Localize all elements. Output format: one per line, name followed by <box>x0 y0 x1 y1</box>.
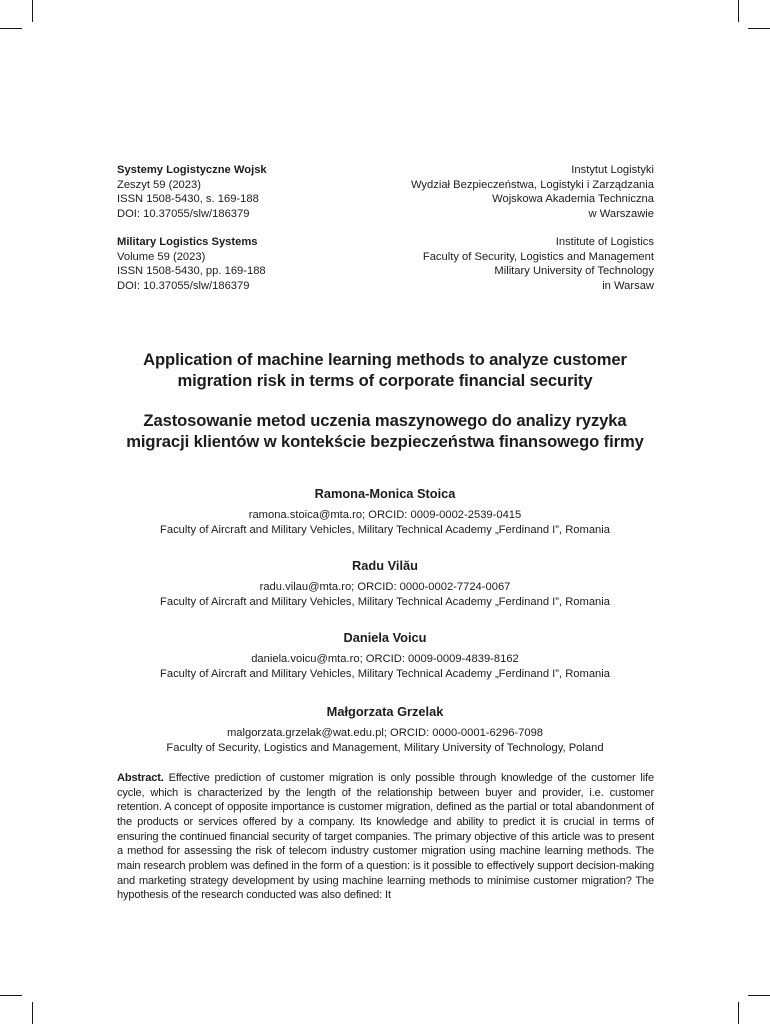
author-name: Ramona-Monica Stoica <box>314 486 456 501</box>
institution-en-line: Institute of Logistics <box>555 236 654 248</box>
abstract-text: Effective prediction of customer migration is only possible through knowledge of the customer life cycle, which is characterized by the length of the relationship between buyer and provider, i.e. customer retention. A concept of opposite importance is customer migration, defined as the partial or total abandonment of the products or services offered by a company. Its knowledge and ability to predict it is crucial in terms of ensuring the continued financial security of target companies. The primary objective of this article was to present a method for assessing the risk of telecom industry customer migration using machine learning methods. The main research problem was defined in the form of a question: is it possible to effectively support decision-making and marketing strategy development by using machine learning methods to minimise customer migration? The hypothesis of the research conducted was also defined: It <box>117 772 655 902</box>
journal-issn-pl: ISSN 1508-5430, s. 169-188 <box>117 193 259 206</box>
author-block <box>100 558 670 610</box>
title-pl-line: Zastosowanie metod uczenia maszynowego do analizy ryzyka <box>143 411 627 430</box>
journal-issue-pl: Zeszyt 59 (2023) <box>117 178 201 191</box>
journal-issue-en: Volume 59 (2023) <box>117 250 206 263</box>
author-block <box>100 486 670 538</box>
title-pl <box>100 410 670 452</box>
author-contact: ramona.stoica@mta.ro; ORCID: 0009-0002-2539-0415 <box>248 509 522 521</box>
author-name: Daniela Voicu <box>343 630 427 645</box>
institution-pl-line: w Warszawie <box>588 207 654 220</box>
journal-name-en: Military Logistics Systems <box>117 236 258 248</box>
title-en-line: migration risk in terms of corporate financial security <box>177 371 593 390</box>
journal-doi-pl: DOI: 10.37055/slw/186379 <box>117 207 250 220</box>
author-affiliation: Faculty of Aircraft and Military Vehicles, Military Technical Academy „Ferdinand I”, Romania <box>160 668 610 680</box>
author-affiliation: Faculty of Aircraft and Military Vehicles, Military Technical Academy „Ferdinand I”, Romania <box>160 524 610 536</box>
author-contact: daniela.voicu@mta.ro; ORCID: 0009-0009-4839-8162 <box>251 653 519 665</box>
crop-mark-bottom-left-horizontal <box>0 995 22 996</box>
title-pl-line: migracji klientów w kontekście bezpieczeństwa finansowego firmy <box>126 432 644 451</box>
crop-mark-bottom-right-vertical <box>738 1002 739 1024</box>
author-affiliation: Faculty of Security, Logistics and Management, Military University of Technology, Poland <box>166 742 604 754</box>
journal-issn-en: ISSN 1508-5430, pp. 169-188 <box>117 265 266 278</box>
institution-pl-line: Instytut Logistyki <box>571 164 654 176</box>
crop-mark-top-left-vertical <box>32 0 33 22</box>
institution-pl-line: Wydział Bezpieczeństwa, Logistyki i Zarządzania <box>410 178 654 191</box>
journal-name-pl: Systemy Logistyczne Wojsk <box>117 164 267 176</box>
journal-info-pl <box>117 163 267 221</box>
crop-mark-bottom-left-vertical <box>32 1002 33 1024</box>
crop-mark-top-left-horizontal <box>0 28 22 29</box>
crop-mark-top-right-vertical <box>738 0 739 22</box>
institution-en-line: in Warsaw <box>602 279 654 292</box>
abstract-label: Abstract. <box>117 772 164 784</box>
journal-doi-en: DOI: 10.37055/slw/186379 <box>117 279 250 292</box>
author-contact: radu.vilau@mta.ro; ORCID: 0000-0002-7724-0067 <box>259 581 511 593</box>
author-affiliation: Faculty of Aircraft and Military Vehicles, Military Technical Academy „Ferdinand I”, Romania <box>160 596 610 608</box>
abstract-paragraph <box>117 771 654 903</box>
title-en-line: Application of machine learning methods to analyze customer <box>143 350 627 369</box>
author-block <box>100 630 670 682</box>
institution-info-pl <box>411 163 654 221</box>
author-name: Małgorzata Grzelak <box>326 704 444 719</box>
crop-mark-top-right-horizontal <box>748 28 770 29</box>
author-block <box>100 704 670 756</box>
crop-mark-bottom-right-horizontal <box>748 995 770 996</box>
institution-en-line: Faculty of Security, Logistics and Management <box>422 250 654 263</box>
author-contact: malgorzata.grzelak@wat.edu.pl; ORCID: 0000-0001-6296-7098 <box>226 727 544 739</box>
title-en <box>100 349 670 391</box>
institution-info-en <box>423 235 654 293</box>
institution-pl-line: Wojskowa Akademia Techniczna <box>492 193 654 206</box>
author-name: Radu Vilău <box>352 558 418 573</box>
institution-en-line: Military University of Technology <box>494 265 654 278</box>
journal-info-en <box>117 235 266 293</box>
